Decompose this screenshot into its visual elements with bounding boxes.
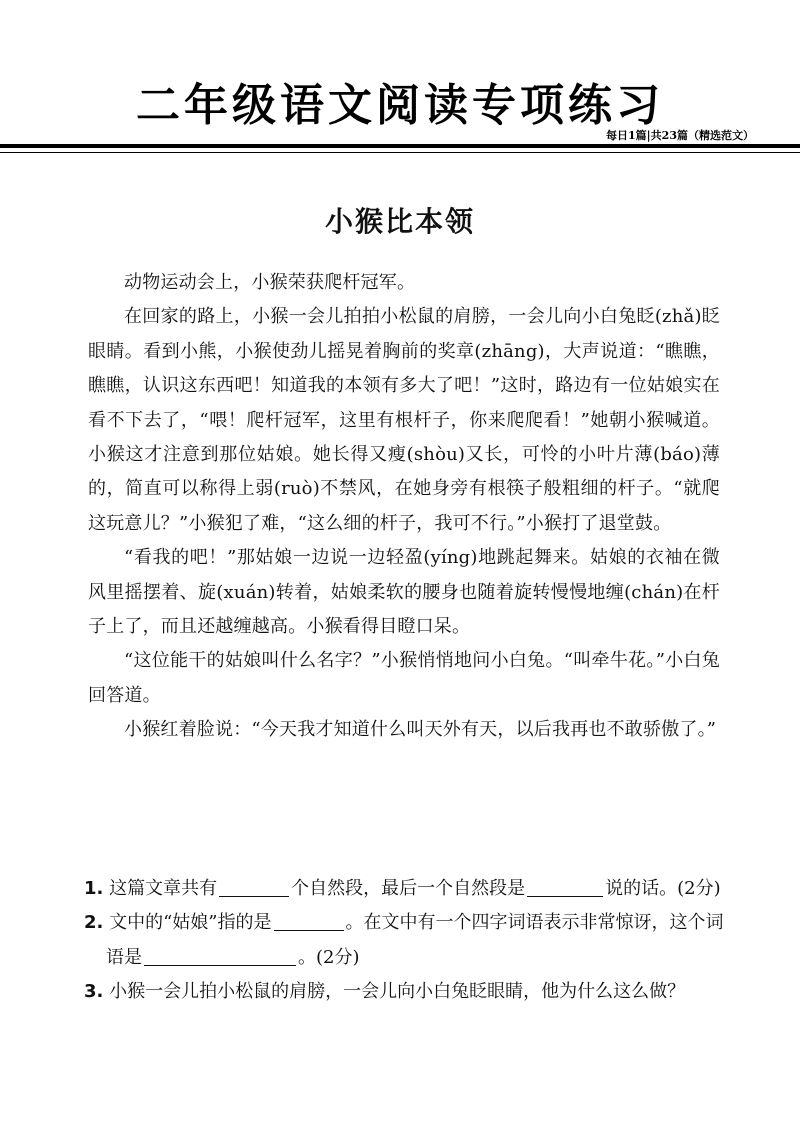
answer-blank[interactable] <box>527 877 603 897</box>
answer-blank[interactable] <box>144 946 296 966</box>
story-paragraph: “看我的吧！”那姑娘一边说一边轻盈(yíng)地跳起舞来。姑娘的衣袖在微风里摇摆着、旋(xuán)转着，姑娘柔软的腰身也随着旋转慢慢地缠(chán)在杆子上了，而且还越缠越高。小猴看得目瞪口呆。 <box>88 547 720 638</box>
story-paragraph: 小猴红着脸说：“今天我才知道什么叫天外有天，以后我再也不敢骄傲了。” <box>124 719 717 741</box>
story-body <box>88 266 720 748</box>
question-text: 这篇文章共有 <box>109 878 218 899</box>
answer-blank[interactable] <box>219 877 289 897</box>
question-text: 小猴一会儿拍小松鼠的肩膀，一会儿向小白兔眨眼睛，他为什么这么做？ <box>109 981 686 1003</box>
question-text: 文中的“姑娘”指的是 <box>109 912 272 934</box>
question-number: 2. <box>84 912 104 934</box>
story-paragraph: 动物运动会上，小猴荣获爬杆冠军。 <box>124 272 416 293</box>
question-list <box>84 872 724 1010</box>
story-paragraph: “这位能干的姑娘叫什么名字？”小猴悄悄地问小白兔。“叫牵牛花。”小白兔回答道。 <box>88 650 720 706</box>
question-3 <box>84 975 724 1009</box>
question-number: 3. <box>84 981 104 1003</box>
question-number: 1. <box>84 878 104 899</box>
question-2 <box>84 906 724 975</box>
question-1 <box>84 872 724 906</box>
story-title: 小猴比本领 <box>324 205 475 238</box>
question-text: 。在文中有一个四字词语表示非常惊讶，这个词语是 <box>106 912 724 968</box>
question-text: 个自然段，最后一个自然段是 <box>291 878 526 899</box>
question-text: 。(2分) <box>298 946 360 968</box>
worksheet-subtitle: 每日1篇|共23篇（精选范文） <box>606 129 754 142</box>
worksheet-title: 二年级语文阅读专项练习 <box>136 80 664 131</box>
question-text: 说的话。(2分) <box>605 878 721 899</box>
answer-blank[interactable] <box>274 912 344 932</box>
story-paragraph: 在回家的路上，小猴一会儿拍拍小松鼠的肩膀，一会儿向小白兔眨(zhǎ)眨眼睛。看到小熊，小猴使劲儿摇晃着胸前的奖章(zhāng)，大声说道：“瞧瞧，瞧瞧，认识这东西吧！知道我的本领有多大了吧！”这时，路边有一位姑娘实在看不下去了，“喂！爬杆冠军，这里有根杆子，你来爬爬看！”她朝小猴喊道。小猴这才注意到那位姑娘。她长得又瘦(shòu)又长，可怜的小叶片薄(báo)薄的，简直可以称得上弱(ruò)不禁风，在她身旁有根筷子般粗细的杆子。“就爬这玩意儿？”小猴犯了难，“这么细的杆子，我可不行。”小猴打了退堂鼓。 <box>88 306 720 534</box>
header-rule-thick <box>0 144 800 148</box>
header-rule-thin <box>0 152 800 153</box>
